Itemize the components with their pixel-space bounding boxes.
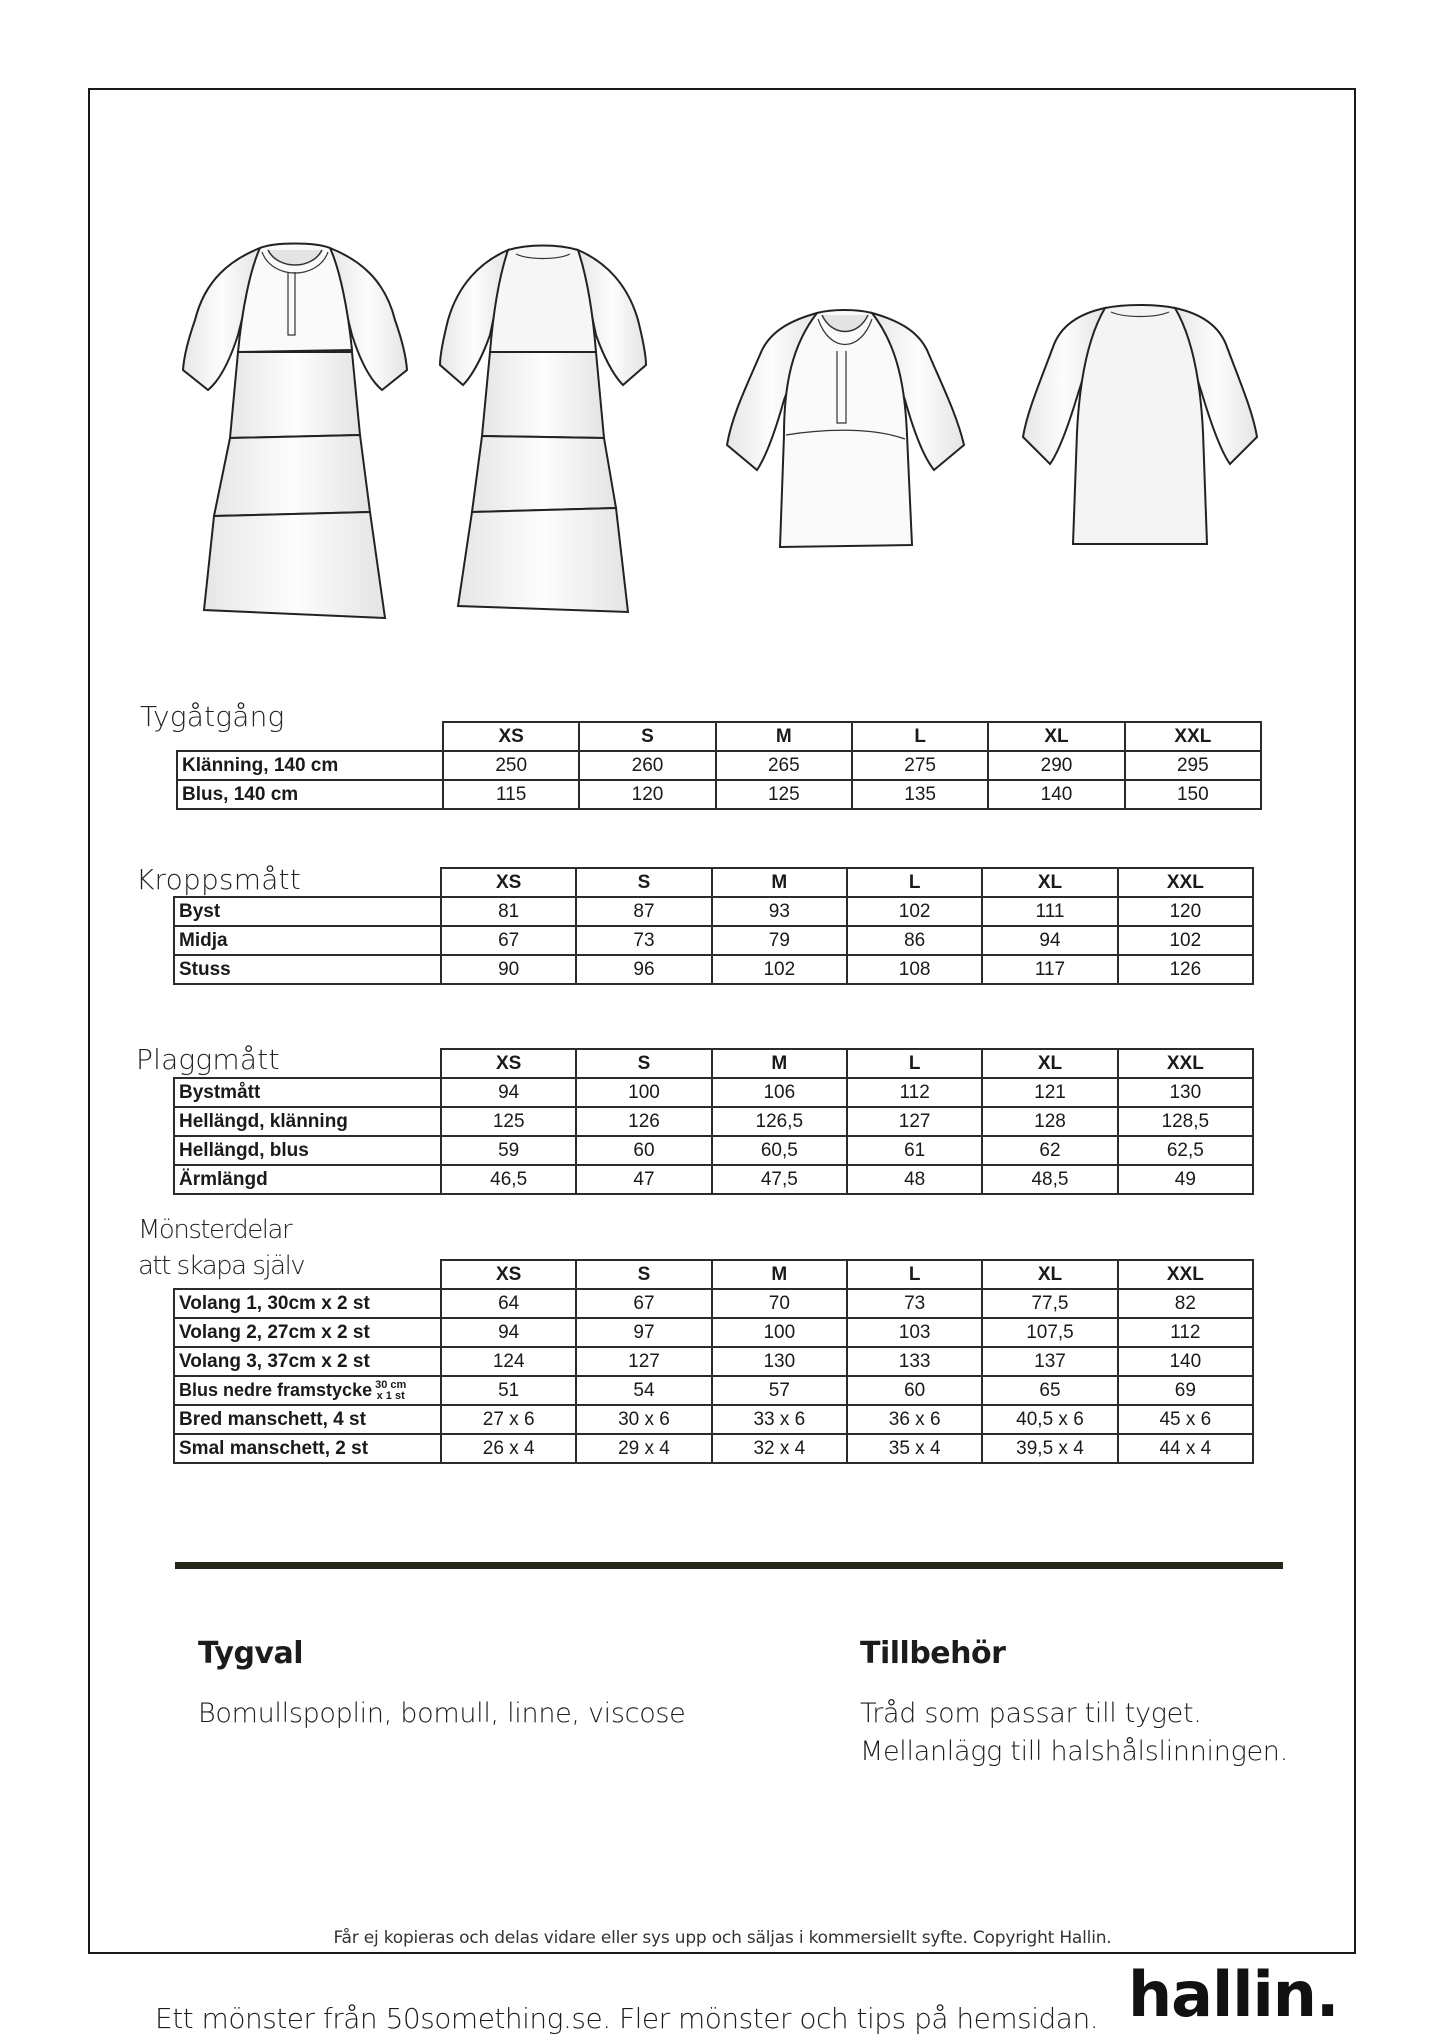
size-header: XL: [988, 722, 1124, 751]
cell: 125: [441, 1107, 576, 1136]
cell: 102: [847, 897, 982, 926]
size-header: XL: [982, 1260, 1117, 1289]
cell: 121: [982, 1078, 1117, 1107]
row-label: Bred manschett, 4 st: [174, 1405, 441, 1434]
table-header-row: [174, 1260, 1253, 1289]
body-measurements-table: [173, 867, 1254, 985]
note-line: 30 cm: [375, 1379, 407, 1392]
cell: 124: [441, 1347, 576, 1376]
fabric-choice-text: Bomullspoplin, bomull, linne, viscose: [198, 1698, 686, 1729]
cell: 49: [1118, 1165, 1253, 1194]
cell: 135: [852, 780, 988, 809]
cell: 46,5: [441, 1165, 576, 1194]
table-header-row: [177, 722, 1261, 751]
table-header-row: [174, 868, 1253, 897]
cell: 33 x 6: [712, 1405, 847, 1434]
table-row: [174, 1376, 1253, 1405]
cell: 102: [1118, 926, 1253, 955]
size-header: XL: [982, 1049, 1117, 1078]
cell: 67: [441, 926, 576, 955]
cell: 126: [576, 1107, 711, 1136]
cell: 126: [1118, 955, 1253, 984]
table-row: [174, 1434, 1253, 1463]
size-header: XS: [441, 1049, 576, 1078]
cell: 90: [441, 955, 576, 984]
cell: 115: [443, 780, 579, 809]
cell: 48,5: [982, 1165, 1117, 1194]
size-header: L: [847, 868, 982, 897]
row-label: Byst: [174, 897, 441, 926]
garment-illustrations: [0, 0, 1445, 680]
row-label: Volang 2, 27cm x 2 st: [174, 1318, 441, 1347]
pattern-pieces-title-line2: att skapa själv: [138, 1251, 305, 1281]
size-header: M: [712, 1260, 847, 1289]
cell: 128: [982, 1107, 1117, 1136]
cell: 57: [712, 1376, 847, 1405]
cell: 96: [576, 955, 711, 984]
size-header: L: [847, 1049, 982, 1078]
cell: 48: [847, 1165, 982, 1194]
row-label: Klänning, 140 cm: [177, 751, 443, 780]
size-header: XXL: [1118, 868, 1253, 897]
cell: 107,5: [982, 1318, 1117, 1347]
pattern-pieces-table: [173, 1259, 1254, 1464]
footer-text: Ett mönster från 50something.se. Fler mönster och tips på hemsidan.: [155, 2002, 1099, 2035]
cell: 86: [847, 926, 982, 955]
table-row: [174, 1347, 1253, 1376]
size-header: XS: [443, 722, 579, 751]
row-label: Smal manschett, 2 st: [174, 1434, 441, 1463]
table-row: [174, 926, 1253, 955]
size-header: XXL: [1125, 722, 1261, 751]
table-row: [174, 1078, 1253, 1107]
cell: 108: [847, 955, 982, 984]
size-header: S: [576, 1049, 711, 1078]
row-label-note: [375, 1380, 406, 1402]
blouse-back-illustration: [1015, 302, 1265, 552]
dress-front-illustration: [180, 240, 410, 640]
size-header: S: [576, 868, 711, 897]
copyright-notice: Får ej kopieras och delas vidare eller sys upp och säljas i kommersiellt syfte. Copyright Hallin.: [333, 1928, 1112, 1948]
size-header: XS: [441, 1260, 576, 1289]
table-row: [174, 1107, 1253, 1136]
table-row: [174, 1165, 1253, 1194]
cell: 64: [441, 1289, 576, 1318]
cell: 93: [712, 897, 847, 926]
cell: 44 x 4: [1118, 1434, 1253, 1463]
cell: 112: [1118, 1318, 1253, 1347]
size-header: S: [579, 722, 715, 751]
row-label: Midja: [174, 926, 441, 955]
cell: 47: [576, 1165, 711, 1194]
cell: 45 x 6: [1118, 1405, 1253, 1434]
cell: 94: [441, 1318, 576, 1347]
cell: 265: [716, 751, 852, 780]
row-label-text: Blus nedre framstycke: [179, 1380, 373, 1400]
cell: 275: [852, 751, 988, 780]
cell: 102: [712, 955, 847, 984]
row-label: Stuss: [174, 955, 441, 984]
cell: 250: [443, 751, 579, 780]
accessories-line: Mellanlägg till halshålslinningen.: [860, 1736, 1288, 1767]
cell: 100: [576, 1078, 711, 1107]
cell: 59: [441, 1136, 576, 1165]
table-row: [174, 1318, 1253, 1347]
cell: 290: [988, 751, 1124, 780]
table-row: [174, 897, 1253, 926]
cell: 87: [576, 897, 711, 926]
cell: 70: [712, 1289, 847, 1318]
cell: 140: [988, 780, 1124, 809]
cell: 120: [1118, 897, 1253, 926]
cell: 94: [441, 1078, 576, 1107]
fabric-usage-table: [176, 721, 1262, 810]
cell: 79: [712, 926, 847, 955]
cell: 60: [847, 1376, 982, 1405]
cell: 47,5: [712, 1165, 847, 1194]
cell: 27 x 6: [441, 1405, 576, 1434]
cell: 82: [1118, 1289, 1253, 1318]
cell: 39,5 x 4: [982, 1434, 1117, 1463]
table-row: [174, 1289, 1253, 1318]
cell: 36 x 6: [847, 1405, 982, 1434]
garment-measurements-table: [173, 1048, 1254, 1195]
cell: 100: [712, 1318, 847, 1347]
cell: 94: [982, 926, 1117, 955]
dress-back-illustration: [438, 240, 648, 640]
cell: 126,5: [712, 1107, 847, 1136]
row-label: Bystmått: [174, 1078, 441, 1107]
cell: 106: [712, 1078, 847, 1107]
size-header: XXL: [1118, 1260, 1253, 1289]
size-header: M: [712, 1049, 847, 1078]
cell: 40,5 x 6: [982, 1405, 1117, 1434]
cell: 127: [847, 1107, 982, 1136]
cell: 73: [576, 926, 711, 955]
cell: 112: [847, 1078, 982, 1107]
cell: 65: [982, 1376, 1117, 1405]
cell: 35 x 4: [847, 1434, 982, 1463]
row-label: [174, 1376, 441, 1405]
cell: 133: [847, 1347, 982, 1376]
row-label: Hellängd, blus: [174, 1136, 441, 1165]
cell: 54: [576, 1376, 711, 1405]
size-header: XL: [982, 868, 1117, 897]
cell: 128,5: [1118, 1107, 1253, 1136]
row-label: Volang 1, 30cm x 2 st: [174, 1289, 441, 1318]
cell: 60,5: [712, 1136, 847, 1165]
blouse-front-illustration: [722, 305, 967, 550]
cell: 125: [716, 780, 852, 809]
cell: 150: [1125, 780, 1261, 809]
cell: 73: [847, 1289, 982, 1318]
size-header: L: [852, 722, 988, 751]
cell: 30 x 6: [576, 1405, 711, 1434]
cell: 137: [982, 1347, 1117, 1376]
table-header-row: [174, 1049, 1253, 1078]
cell: 81: [441, 897, 576, 926]
cell: 117: [982, 955, 1117, 984]
size-header: S: [576, 1260, 711, 1289]
body-measurements-title: Kroppsmått: [136, 863, 301, 896]
row-label: Ärmlängd: [174, 1165, 441, 1194]
table-row: [177, 780, 1261, 809]
cell: 130: [1118, 1078, 1253, 1107]
fabric-choice-heading: Tygval: [198, 1636, 304, 1671]
cell: 61: [847, 1136, 982, 1165]
size-header: XS: [441, 868, 576, 897]
note-line: x 1 st: [376, 1390, 405, 1403]
cell: 51: [441, 1376, 576, 1405]
accessories-line: Tråd som passar till tyget.: [860, 1698, 1202, 1729]
row-label: Volang 3, 37cm x 2 st: [174, 1347, 441, 1376]
size-header: XXL: [1118, 1049, 1253, 1078]
table-row: [174, 1405, 1253, 1434]
cell: 140: [1118, 1347, 1253, 1376]
cell: 295: [1125, 751, 1261, 780]
cell: 26 x 4: [441, 1434, 576, 1463]
cell: 103: [847, 1318, 982, 1347]
cell: 111: [982, 897, 1117, 926]
row-label: Hellängd, klänning: [174, 1107, 441, 1136]
cell: 260: [579, 751, 715, 780]
pattern-pieces-title-line1: Mönsterdelar: [138, 1215, 292, 1245]
cell: 60: [576, 1136, 711, 1165]
cell: 130: [712, 1347, 847, 1376]
table-row: [174, 1136, 1253, 1165]
accessories-heading: Tillbehör: [860, 1636, 1006, 1671]
cell: 69: [1118, 1376, 1253, 1405]
fabric-usage-title: Tygåtgång: [140, 700, 285, 733]
section-divider: [175, 1562, 1283, 1569]
row-label: Blus, 140 cm: [177, 780, 443, 809]
size-header: L: [847, 1260, 982, 1289]
table-row: [174, 955, 1253, 984]
cell: 62,5: [1118, 1136, 1253, 1165]
cell: 97: [576, 1318, 711, 1347]
size-header: M: [712, 868, 847, 897]
cell: 32 x 4: [712, 1434, 847, 1463]
cell: 127: [576, 1347, 711, 1376]
cell: 62: [982, 1136, 1117, 1165]
size-header: M: [716, 722, 852, 751]
cell: 67: [576, 1289, 711, 1318]
garment-measurements-title: Plaggmått: [136, 1043, 280, 1076]
hallin-logo: hallin.: [1128, 1958, 1339, 2031]
cell: 120: [579, 780, 715, 809]
cell: 29 x 4: [576, 1434, 711, 1463]
table-row: [177, 751, 1261, 780]
accessories-text: [860, 1695, 1288, 1771]
cell: 77,5: [982, 1289, 1117, 1318]
